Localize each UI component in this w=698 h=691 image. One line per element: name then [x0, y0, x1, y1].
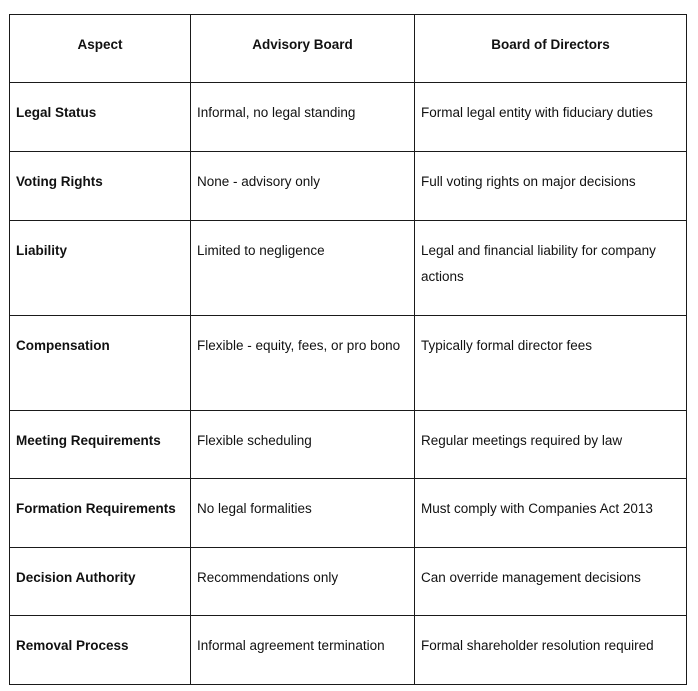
- row-aspect: Compensation: [10, 316, 191, 411]
- table-row: [10, 316, 687, 411]
- row-aspect: Removal Process: [10, 616, 191, 685]
- header-board-of-directors: Board of Directors: [415, 15, 687, 83]
- row-directors: Full voting rights on major decisions: [415, 152, 687, 221]
- row-directors: Can override management decisions: [415, 548, 687, 616]
- row-aspect: Decision Authority: [10, 548, 191, 616]
- header-advisory-board: Advisory Board: [191, 15, 415, 83]
- table-row: [10, 479, 687, 548]
- table-row: [10, 83, 687, 152]
- row-directors: Must comply with Companies Act 2013: [415, 479, 687, 548]
- table-row: [10, 221, 687, 316]
- row-advisory: Informal agreement termination: [191, 616, 415, 685]
- table-row: [10, 616, 687, 685]
- row-directors: Legal and financial liability for company actions: [415, 221, 687, 316]
- row-advisory: Limited to negligence: [191, 221, 415, 316]
- row-advisory: Informal, no legal standing: [191, 83, 415, 152]
- comparison-table: [9, 14, 687, 685]
- table-row: [10, 152, 687, 221]
- row-directors: Formal shareholder resolution required: [415, 616, 687, 685]
- table-row: [10, 548, 687, 616]
- row-aspect: Voting Rights: [10, 152, 191, 221]
- row-aspect: Liability: [10, 221, 191, 316]
- row-directors: Regular meetings required by law: [415, 411, 687, 479]
- row-aspect: Legal Status: [10, 83, 191, 152]
- row-advisory: Flexible scheduling: [191, 411, 415, 479]
- table-row: [10, 411, 687, 479]
- row-advisory: No legal formalities: [191, 479, 415, 548]
- row-aspect: Formation Requirements: [10, 479, 191, 548]
- row-directors: Formal legal entity with fiduciary duties: [415, 83, 687, 152]
- table-header-row: [10, 15, 687, 83]
- header-aspect: Aspect: [10, 15, 191, 83]
- row-advisory: None - advisory only: [191, 152, 415, 221]
- row-advisory: Flexible - equity, fees, or pro bono: [191, 316, 415, 411]
- row-directors: Typically formal director fees: [415, 316, 687, 411]
- row-aspect: Meeting Requirements: [10, 411, 191, 479]
- row-advisory: Recommendations only: [191, 548, 415, 616]
